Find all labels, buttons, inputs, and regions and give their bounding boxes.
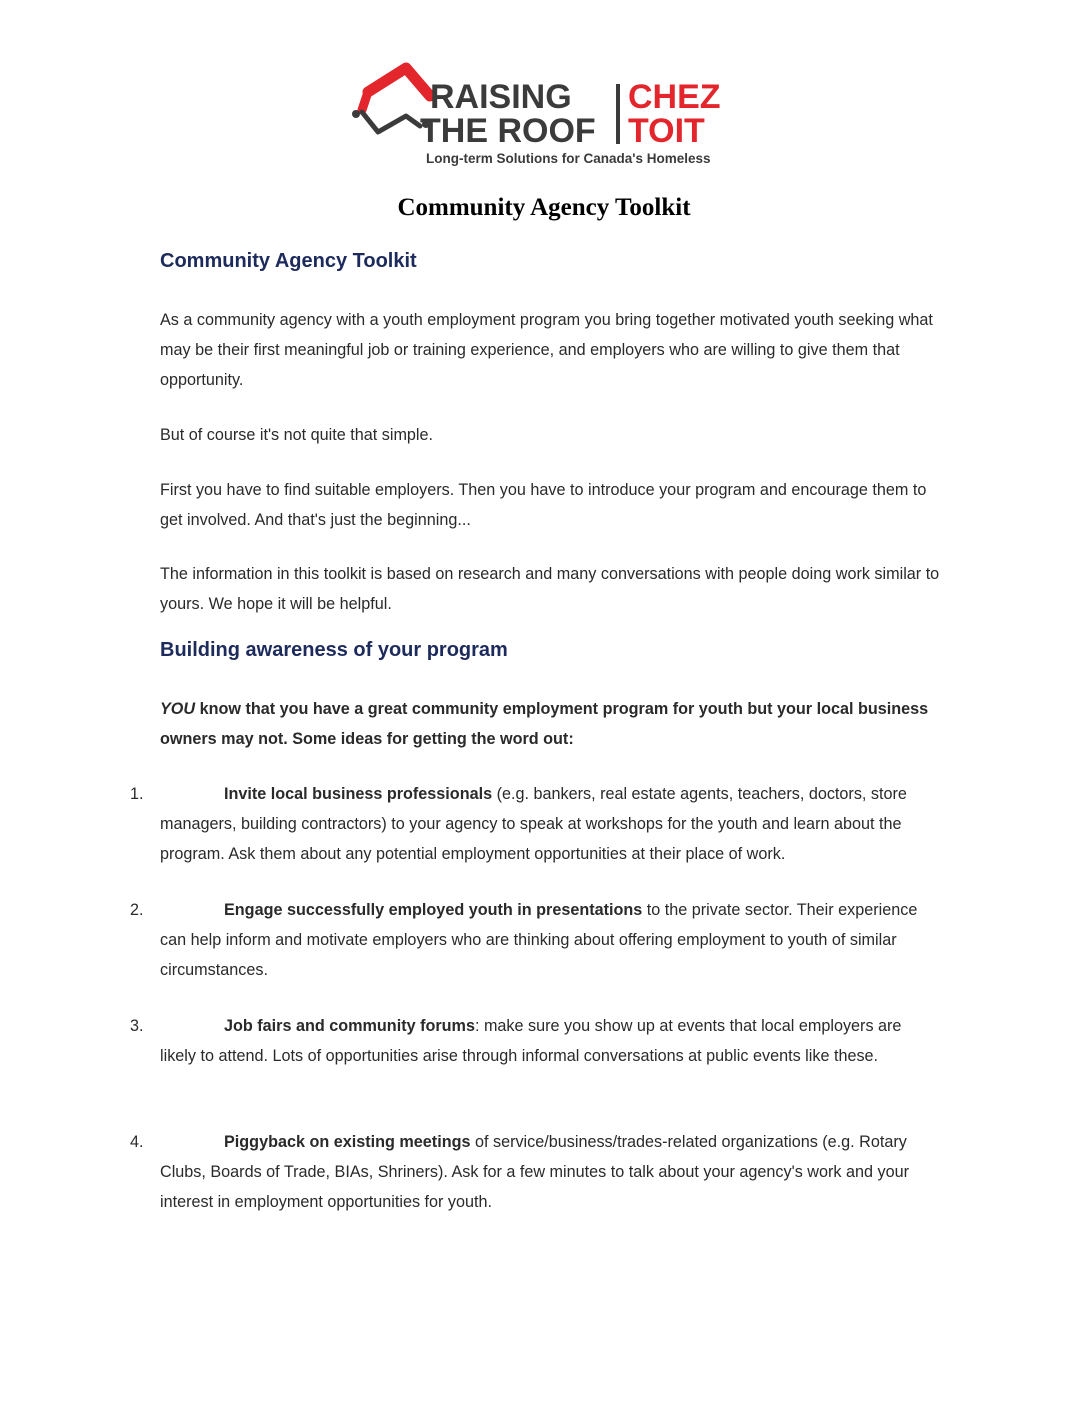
simple-paragraph: But of course it's not quite that simple.	[160, 426, 434, 444]
list-number: 3.	[130, 1017, 144, 1035]
logo-line2-right: TOIT	[628, 112, 705, 150]
list-item	[130, 779, 940, 869]
section-heading-awareness: Building awareness of your program	[160, 639, 508, 661]
awareness-intro	[160, 694, 940, 754]
document-title: Community Agency Toolkit	[397, 194, 691, 221]
list-item	[130, 1127, 940, 1217]
list-number: 2.	[130, 901, 144, 919]
list-item-text: of service/business/trades-related organizations (e.g. Rotary Clubs, Boards of Trade, BIAs, Shriners). Ask for a few minutes to talk about your agency's work and your interest in employment opportunities for youth.	[160, 1133, 909, 1211]
raising-the-roof-logo	[348, 62, 740, 170]
list-item-bold: Piggyback on existing meetings	[224, 1133, 471, 1151]
list-item-text: to the private sector. Their experience can help inform and motivate employers who are thinking about offering employment to youth of similar circumstances.	[160, 901, 918, 979]
intro-emphasis: YOU	[160, 700, 196, 718]
list-item-bold: Engage successfully employed youth in presentations	[224, 901, 643, 919]
logo-line1-left: RAISING	[430, 78, 572, 116]
employers-paragraph: First you have to find suitable employers. Then you have to introduce your program and encourage them to get involved. And that's just the beginning...	[160, 481, 927, 529]
intro-text: know that you have a great community employment program for youth but your local business owners may not. Some ideas for getting the word out:	[160, 700, 929, 748]
list-item	[130, 895, 940, 985]
list-item-bold: Job fairs and community forums	[224, 1017, 475, 1035]
list-item	[130, 1011, 940, 1071]
list-number: 1.	[130, 785, 144, 803]
list-number: 4.	[130, 1133, 144, 1151]
logo-line2-left: THE ROOF	[420, 112, 596, 150]
logo-divider	[616, 84, 620, 144]
intro-paragraph: As a community agency with a youth employment program you bring together motivated youth seeking what may be their first meaningful job or training experience, and employers who are willing to give them that opportunity.	[160, 311, 933, 389]
logo-line1-right: CHEZ	[628, 78, 721, 116]
logo-tagline: Long-term Solutions for Canada's Homeless	[426, 151, 711, 166]
list-item-bold: Invite local business professionals	[224, 785, 493, 803]
research-paragraph: The information in this toolkit is based on research and many conversations with people doing work similar to yours. We hope it will be helpful.	[160, 565, 940, 613]
roof-icon	[352, 68, 430, 132]
list-item-text: (e.g. bankers, real estate agents, teachers, doctors, store managers, building contractors) to your agency to speak at workshops for the youth and learn about the program. Ask them about any potential employment opportunities at their place of work.	[160, 785, 907, 863]
list-item-text: : make sure you show up at events that local employers are likely to attend. Lots of opportunities arise through informal conversations at public events like these.	[160, 1017, 902, 1065]
section-heading-toolkit: Community Agency Toolkit	[160, 250, 417, 272]
